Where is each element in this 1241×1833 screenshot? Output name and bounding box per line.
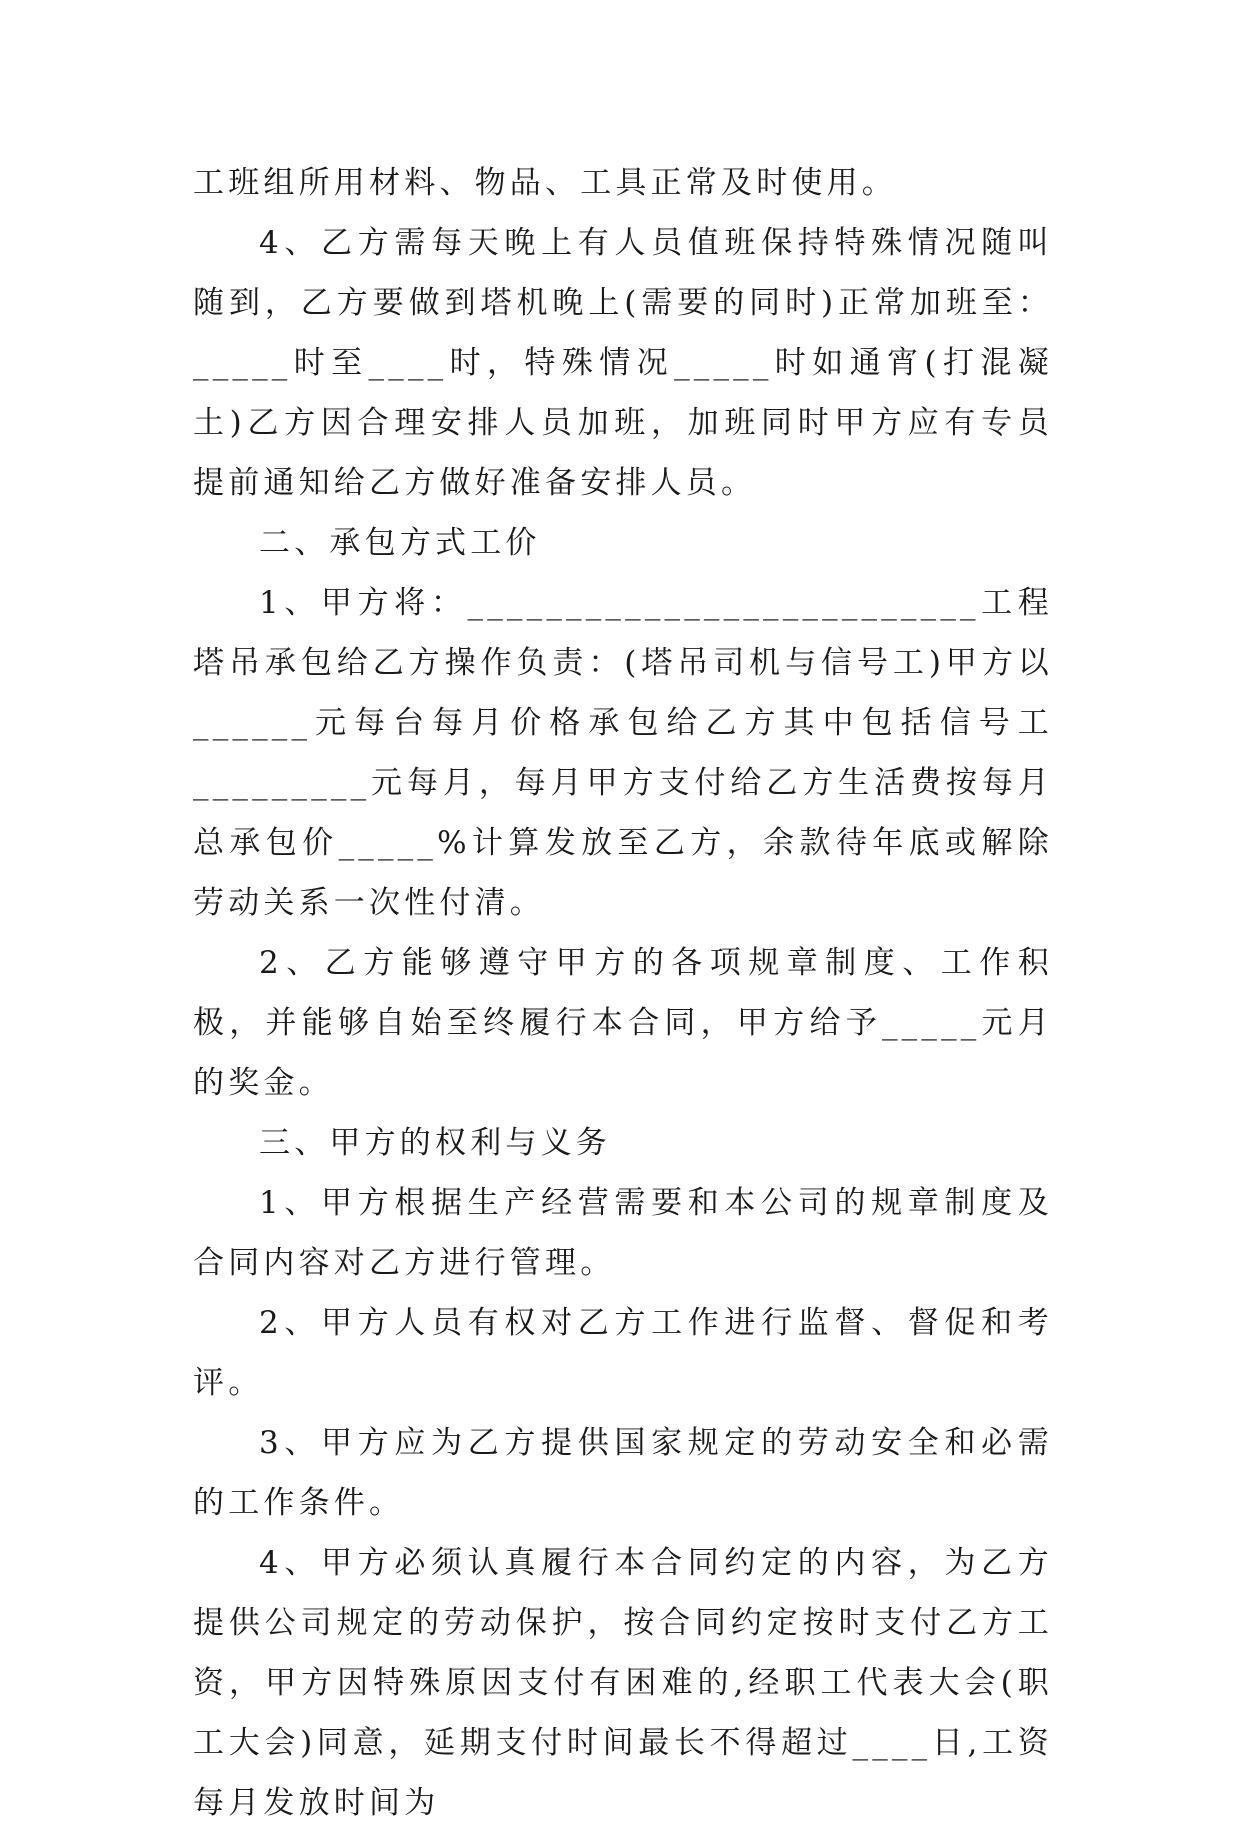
paragraph-clause-2-supervision: 2、甲方人员有权对乙方工作进行监督、督促和考评。 [193,1305,1053,1401]
paragraph-clause-1-contracting: 1、甲方将：__________________________工程塔吊承包给乙方操作负责：(塔吊司机与信号工)甲方以______元每台每月价格承包给乙方其中包括信号工_________元每月，每月甲方支付给乙方生活费按每月总承包价_____%计算发放至乙方，余款待年底或解除劳动关系一次性付清。 [193,585,1053,921]
paragraph-clause-4-night-duty: 4、乙方需每天晚上有人员值班保持特殊情况随叫随到，乙方要做到塔机晚上(需要的同时)正常加班至：_____时至____时，特殊情况_____时如通宵(打混凝土)乙方因合理安排人员加班，加班同时甲方应有专员提前通知给乙方做好准备安排人员。 [193,225,1053,501]
paragraph-clause-2-bonus: 2、乙方能够遵守甲方的各项规章制度、工作积极，并能够自始至终履行本合同，甲方给予_____元月的奖金。 [193,945,1053,1101]
paragraph-continuation: 工班组所用材料、物品、工具正常及时使用。 [193,165,897,201]
paragraph-clause-3-safety: 3、甲方应为乙方提供国家规定的劳动安全和必需的工作条件。 [193,1425,1053,1521]
section-heading-contract-price: 二、承包方式工价 [259,525,541,561]
contract-body [193,153,1053,1833]
paragraph-clause-4-wages: 4、甲方必须认真履行本合同约定的内容，为乙方提供公司规定的劳动保护，按合同约定按时支付乙方工资，甲方因特殊原因支付有困难的,经职工代表大会(职工大会)同意，延期支付时间最长不得超过____日,工资每月发放时间为 [193,1545,1053,1821]
section-heading-party-a-rights: 三、甲方的权利与义务 [259,1125,611,1161]
paragraph-clause-1-management: 1、甲方根据生产经营需要和本公司的规章制度及合同内容对乙方进行管理。 [193,1185,1053,1281]
